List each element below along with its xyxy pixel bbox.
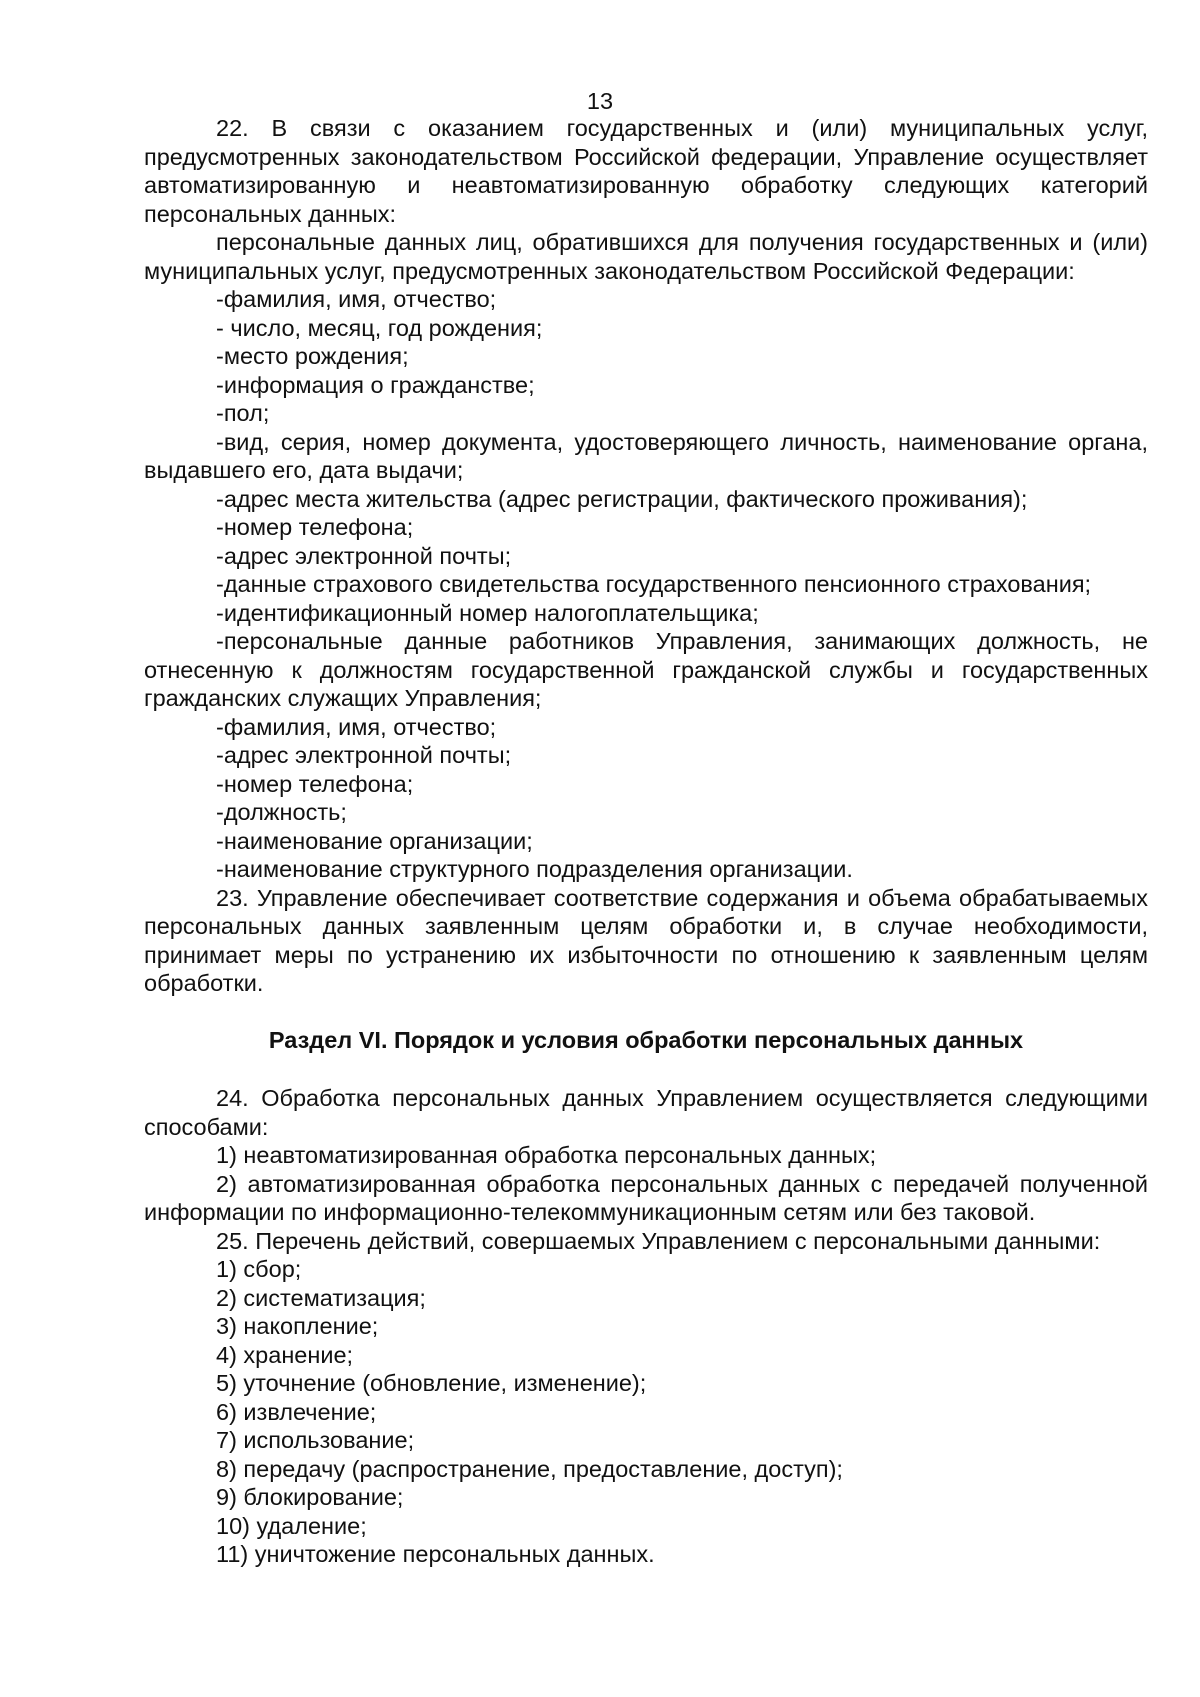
paragraph-22-group-applicants: персональные данных лиц, обратившихся для получения государственных и (или) муниципальных услуг, предусмотренных законодательством Российской Федерации: [144, 229, 1148, 284]
list-item: 8) передачу (распространение, предоставление, доступ); [216, 1455, 843, 1482]
list-item: -данные страхового свидетельства государственного пенсионного страхования; [216, 571, 1092, 597]
list-item-automated-processing: 2) автоматизированная обработка персональных данных с передачей полученной информации по информационно-телекоммуникационным сетям или без таковой. [144, 1170, 1148, 1225]
list-item: -наименование организации; [216, 827, 533, 854]
list-item: -место рождения; [216, 343, 409, 369]
list-item: 2) систематизация; [216, 1284, 426, 1311]
list-item: 11) уничтожение персональных данных. [216, 1541, 655, 1567]
section-heading: Раздел VI. Порядок и условия обработки персональных данных [268, 1026, 1024, 1053]
list-item: -номер телефона; [216, 514, 414, 540]
list-item: -номер телефона; [216, 770, 414, 797]
list-item: -адрес электронной почты; [216, 742, 512, 768]
list-item: 10) удаление; [216, 1512, 367, 1539]
paragraph-24-intro: 24. Обработка персональных данных Управлением осуществляется следующими способами: [144, 1085, 1148, 1140]
list-item: -пол; [216, 400, 270, 426]
list-item: 3) накопление; [216, 1313, 379, 1339]
list-item: -адрес электронной почты; [216, 542, 512, 569]
paragraph-22-group-employees: -персональные данные работников Управления, занимающих должность, не отнесенную к должностям государственной гражданской службы и государственных гражданских служащих Управления; [144, 628, 1148, 711]
list-item: -адрес места жительства (адрес регистрации, фактического проживания); [216, 485, 1028, 512]
list-item: 1) сбор; [216, 1256, 302, 1282]
list-item: 7) использование; [216, 1427, 415, 1453]
body-text [144, 114, 1148, 1569]
paragraph-22-intro: 22. В связи с оказанием государственных и (или) муниципальных услуг, предусмотренных законодательством Российской федерации, Управление осуществляет автоматизированную и неавтоматизированную обработку следующих категорий персональных данных: [144, 115, 1148, 227]
list-item: -информация о гражданстве; [216, 371, 535, 398]
list-item: -идентификационный номер налогоплательщика; [216, 599, 759, 626]
list-item: -наименование структурного подразделения организации. [216, 856, 853, 882]
paragraph-25-intro: 25. Перечень действий, совершаемых Управлением с персональными данными: [216, 1227, 1101, 1254]
list-item: 9) блокирование; [216, 1484, 404, 1510]
page-number: 13 [586, 88, 614, 114]
list-item: 1) неавтоматизированная обработка персональных данных; [216, 1142, 877, 1168]
paragraph-23: 23. Управление обеспечивает соответствие содержания и объема обрабатываемых персональных данных заявленным целям обработки и, в случае необходимости, принимает меры по устранению их избыточности по отношению к заявленным целям обработки. [144, 884, 1148, 996]
list-item: 5) уточнение (обновление, изменение); [216, 1370, 647, 1396]
list-item: -должность; [216, 799, 347, 825]
list-item: -фамилия, имя, отчество; [216, 713, 497, 740]
list-item: 6) извлечение; [216, 1398, 377, 1425]
list-item-identity-document: -вид, серия, номер документа, удостоверяющего личность, наименование органа, выдавшего его, дата выдачи; [144, 428, 1148, 483]
list-item: 4) хранение; [216, 1341, 354, 1368]
list-item: -фамилия, имя, отчество; [216, 286, 497, 312]
list-item: - число, месяц, год рождения; [216, 314, 543, 341]
